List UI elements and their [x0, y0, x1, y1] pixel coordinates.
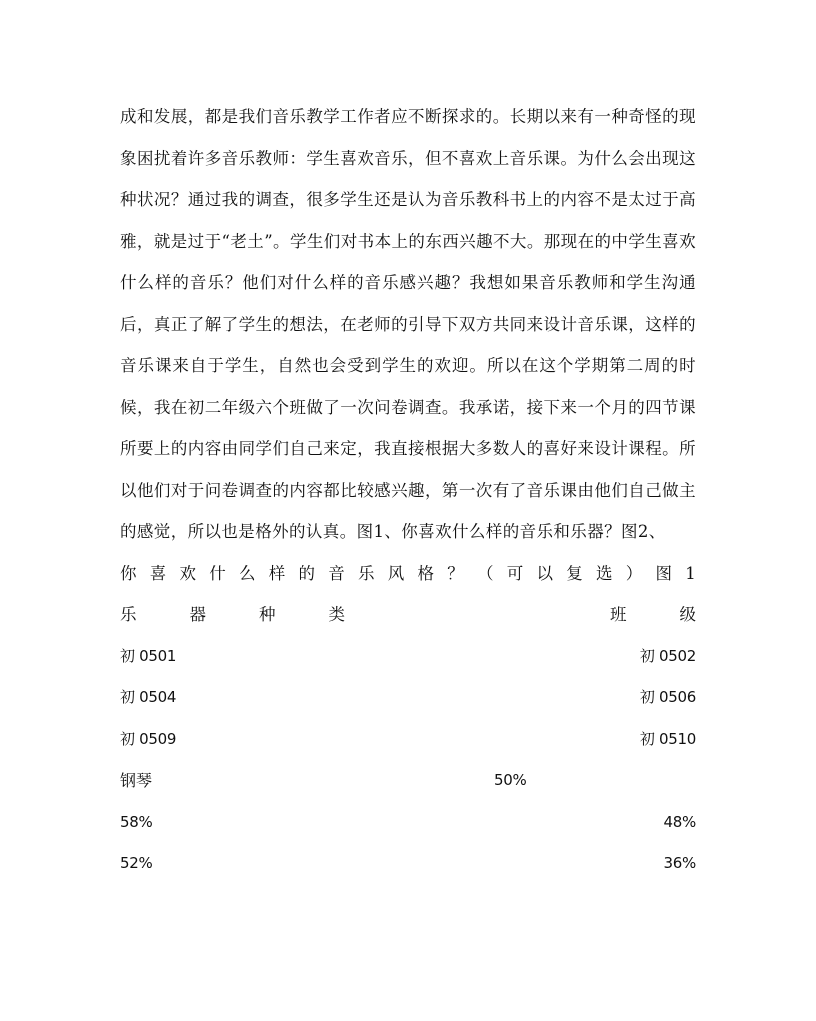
question-char: 选 — [596, 563, 613, 583]
header-char: 器 — [189, 605, 206, 624]
question-char: 样 — [268, 563, 286, 583]
question-char: 的 — [298, 563, 315, 583]
question-char: 复 — [566, 563, 583, 583]
percent-row — [120, 802, 696, 844]
question-char: 喜 — [149, 563, 167, 583]
class-row — [120, 719, 696, 761]
document-page — [120, 96, 696, 885]
percent-right: 48% — [663, 812, 696, 831]
class-right: 初 0510 — [639, 729, 696, 748]
question-char: 可 — [506, 563, 524, 583]
body-paragraph: 成和发展，都是我们音乐教学工作者应不断探求的。长期以来有一种奇怪的现象困扰着许多音乐教师：学生喜欢音乐，但不喜欢上音乐课。为什么会出现这种状况？通过我的调查，很多学生还是认为音乐教科书上的内容不是太过于高雅，就是过于“老土”。学生们对书本上的东西兴趣不大。那现在的中学生喜欢什么样的音乐？他们对什么样的音乐感兴趣？我想如果音乐教师和学生沟通后，真正了解了学生的想法，在老师的引导下双方共同来设计音乐课，这样的音乐课来自于学生，自然也会受到学生的欢迎。所以在这个学期第二周的时候，我在初二年级六个班做了一次问卷调查。我承诺，接下来一个月的四节课所要上的内容由同学们自己来定，我直接根据大多数人的喜好来设计课程。所以他们对于问卷调查的内容都比较感兴趣，第一次有了音乐课由他们自己做主的感觉，所以也是格外的认真。图1、你喜欢什么样的音乐和乐器？图2、 — [120, 107, 696, 541]
class-left: 初 0501 — [120, 646, 177, 665]
percent-row — [120, 843, 696, 885]
header-char: 班 — [610, 605, 627, 624]
question-char: 格 — [417, 563, 434, 583]
class-row — [120, 636, 696, 678]
class-right: 初 0506 — [639, 688, 696, 706]
instrument-label: 钢琴 — [120, 771, 153, 790]
question-char: ？ — [447, 563, 464, 583]
question-char: 1 — [685, 563, 696, 583]
percent-right: 36% — [663, 854, 696, 872]
question-char: 么 — [239, 563, 256, 583]
class-right: 初 0502 — [639, 646, 696, 665]
class-left: 初 0509 — [120, 729, 177, 748]
header-char: 乐 — [120, 605, 137, 624]
question-line — [120, 553, 696, 595]
instrument-value: 50% — [494, 771, 527, 789]
question-char: 音 — [328, 563, 345, 583]
question-char: 风 — [387, 563, 405, 583]
question-char: 乐 — [358, 563, 375, 583]
question-char: 以 — [536, 563, 553, 583]
header-char: 种 — [259, 605, 276, 624]
question-char: （ — [477, 563, 494, 583]
header-char: 类 — [328, 605, 345, 624]
class-left: 初 0504 — [120, 688, 177, 706]
header-char: 级 — [679, 605, 696, 624]
table-header-line — [120, 594, 696, 636]
question-char: 什 — [209, 563, 226, 583]
question-char: 欢 — [179, 563, 196, 583]
percent-left: 52% — [120, 854, 153, 872]
percent-left: 58% — [120, 812, 153, 831]
question-char: 你 — [120, 563, 137, 583]
question-char: ） — [625, 563, 643, 583]
instrument-row — [120, 760, 696, 802]
question-char: 图 — [655, 563, 672, 583]
class-row — [120, 677, 696, 719]
